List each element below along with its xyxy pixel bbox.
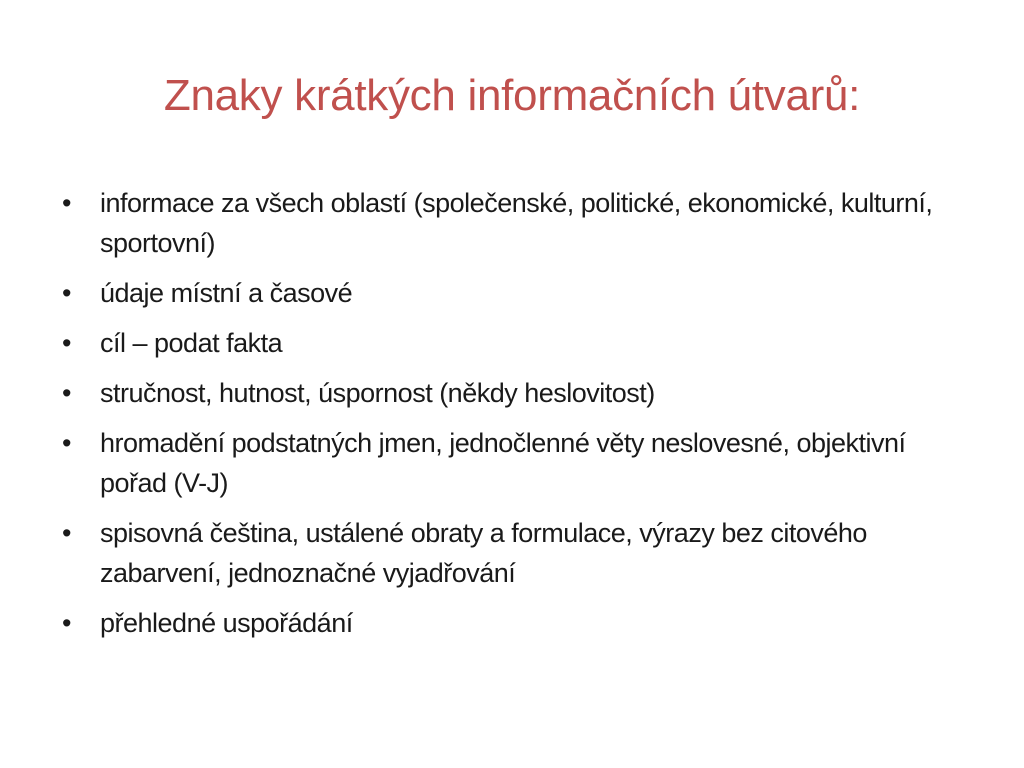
bullet-marker: • (62, 278, 71, 308)
bullet-item (62, 273, 942, 313)
bullet-marker: • (62, 378, 71, 408)
bullet-text: přehledné uspořádání (100, 608, 353, 638)
bullet-text: hromadění podstatných jmen, jednočlenné věty neslovesné, objektivní pořad (V-J) (100, 428, 906, 498)
bullet-text: údaje místní a časové (100, 278, 353, 308)
bullet-text: cíl – podat fakta (100, 328, 283, 358)
bullet-list (62, 183, 942, 653)
bullet-item (62, 603, 942, 643)
bullet-item (62, 323, 942, 363)
slide-title: Znaky krátkých informačních útvarů: (163, 71, 861, 120)
bullet-item (62, 423, 942, 503)
bullet-text: informace za všech oblastí (společenské, politické, ekonomické, kulturní, sportovní) (100, 188, 933, 258)
bullet-text: stručnost, hutnost, úspornost (někdy heslovitost) (100, 378, 655, 408)
bullet-marker: • (62, 428, 71, 458)
bullet-marker: • (62, 188, 71, 218)
bullet-marker: • (62, 518, 71, 548)
bullet-marker: • (62, 608, 71, 638)
bullet-item (62, 373, 942, 413)
bullet-item (62, 183, 942, 263)
bullet-text: spisovná čeština, ustálené obraty a formulace, výrazy bez citového zabarvení, jednoznačné vyjadřování (100, 518, 867, 588)
bullet-marker: • (62, 328, 71, 358)
bullet-item (62, 513, 942, 593)
